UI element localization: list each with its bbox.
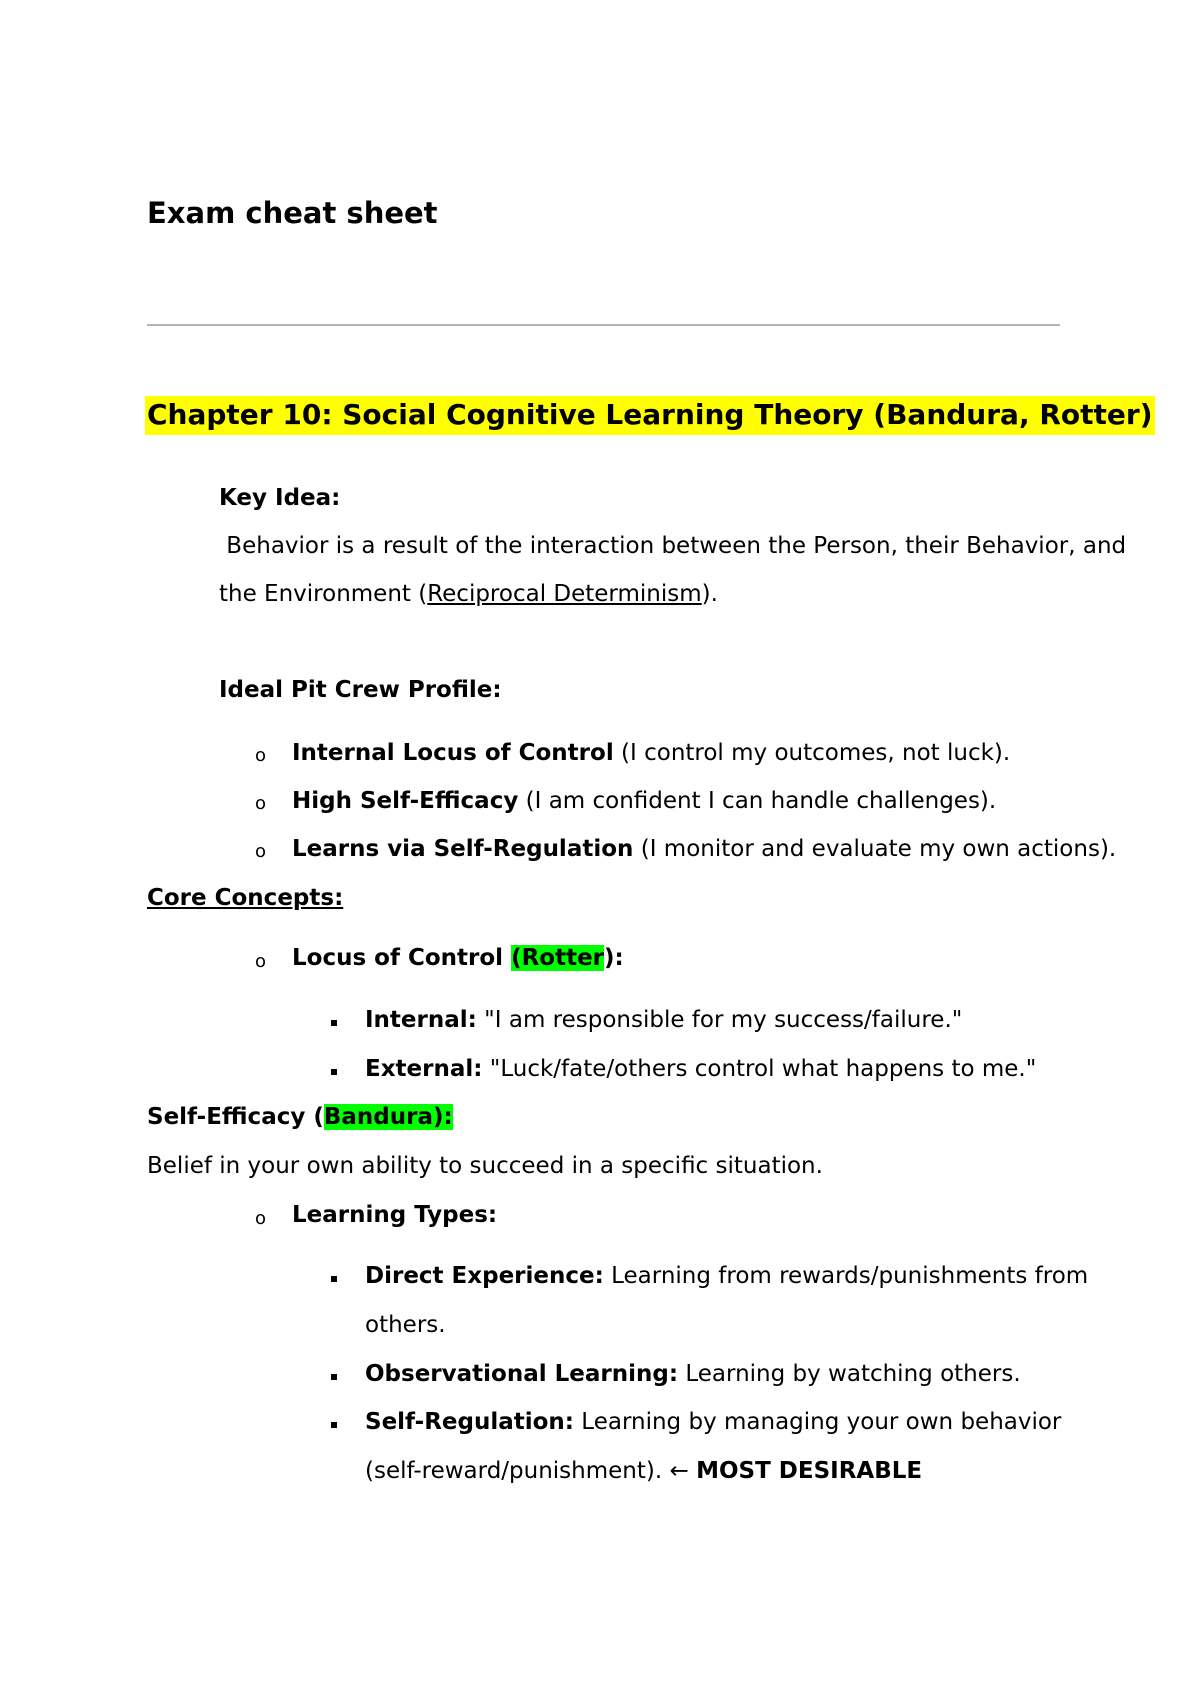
pit-crew-item-term: Internal Locus of Control [292,740,614,766]
pit-crew-item-term: High Self-Efficacy [292,788,519,814]
learning-type-term: Observational Learning: [365,1361,679,1387]
pit-crew-item [292,836,1116,862]
key-idea-text-line2 [219,581,718,607]
key-idea-suffix: ). [701,581,718,607]
learning-type-cont-text: (self-reward/punishment). ← [365,1458,697,1484]
core-concepts-label: Core Concepts: [147,885,344,911]
square-bullet-icon [331,1069,337,1075]
pit-crew-item-text: (I am confident I can handle challenges). [518,788,997,814]
rotter-highlight: (Rotter [511,945,605,971]
most-desirable-label: MOST DESIRABLE [696,1458,923,1484]
learning-types-label: Learning Types: [292,1202,498,1228]
pit-crew-label: Ideal Pit Crew Profile: [219,677,502,703]
key-idea-prefix: the Environment ( [219,581,428,607]
locus-item-text: "Luck/fate/others control what happens to me." [482,1056,1037,1082]
pit-crew-item-term: Learns via Self-Regulation [292,836,634,862]
key-idea-label: Key Idea: [219,485,341,511]
key-idea-text-line1: Behavior is a result of the interaction between the Person, their Behavior, and [219,533,1127,559]
locus-item [365,1056,1036,1082]
learning-type-text: Learning from rewards/punishments from [603,1263,1089,1289]
chapter-heading: Chapter 10: Social Cognitive Learning Theory (Bandura, Rotter) [145,396,1155,435]
locus-of-control-heading [292,945,624,971]
self-efficacy-heading [147,1104,453,1130]
bandura-highlight: Bandura): [323,1104,453,1130]
locus-item [365,1007,962,1033]
learning-type-text: Learning by managing your own behavior [574,1409,1062,1435]
learning-type-term: Direct Experience: [365,1263,604,1289]
pit-crew-item-text: (I monitor and evaluate my own actions). [633,836,1117,862]
learning-type-continuation [365,1458,922,1484]
self-efficacy-term: Self-Efficacy ( [147,1104,324,1130]
square-bullet-icon [331,1374,337,1380]
learning-type-text: Learning by watching others. [678,1361,1021,1387]
locus-item-text: "I am responsible for my success/failure." [476,1007,963,1033]
locus-item-term: External: [365,1056,483,1082]
square-bullet-icon [331,1020,337,1026]
document-title: Exam cheat sheet [147,196,438,230]
circle-bullet-icon: o [255,841,267,862]
horizontal-rule [147,324,1060,326]
learning-type-item [365,1361,1021,1387]
learning-type-continuation: others. [365,1312,446,1338]
self-efficacy-definition: Belief in your own ability to succeed in a specific situation. [147,1153,823,1179]
circle-bullet-icon: o [255,1208,267,1229]
locus-suffix: ): [604,945,624,971]
learning-type-term: Self-Regulation: [365,1409,574,1435]
circle-bullet-icon: o [255,745,267,766]
locus-of-control-term: Locus of Control [292,945,512,971]
square-bullet-icon [331,1276,337,1282]
learning-type-item [365,1409,1061,1435]
pit-crew-item-text: (I control my outcomes, not luck). [613,740,1011,766]
pit-crew-item [292,788,996,814]
circle-bullet-icon: o [255,951,267,972]
circle-bullet-icon: o [255,793,267,814]
locus-item-term: Internal: [365,1007,477,1033]
square-bullet-icon [331,1422,337,1428]
reciprocal-determinism-term: Reciprocal Determinism [427,581,702,607]
pit-crew-item [292,740,1010,766]
learning-type-item [365,1263,1088,1289]
